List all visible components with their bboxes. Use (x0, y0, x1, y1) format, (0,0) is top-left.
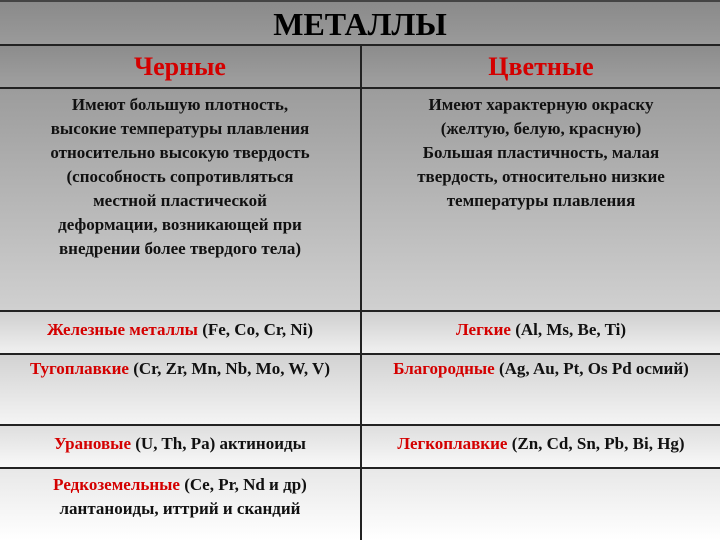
category-fusible (397, 432, 684, 456)
category-elements: (Ag, Au, Pt, Os Pd осмий) (494, 359, 689, 378)
desc-line: (желтую, белую, красную) (440, 119, 642, 138)
description-row (0, 89, 720, 312)
ferrous-description (0, 89, 362, 310)
table-title: МЕТАЛЛЫ (273, 6, 447, 42)
category-refractory (30, 357, 330, 381)
desc-line: температуры плавления (446, 191, 636, 210)
category-elements: (Al, Ms, Be, Ti) (510, 320, 627, 339)
category-name: Благородные (393, 359, 495, 378)
desc-line: высокие температуры плавления (50, 119, 310, 138)
category-name: Урановые (54, 434, 132, 453)
header-ferrous: Черные (134, 52, 226, 81)
table-row (0, 426, 720, 469)
category-elements: (Fe, Co, Cr, Ni) (197, 320, 313, 339)
category-name: Железные металлы (47, 320, 198, 339)
category-elements: (Cr, Zr, Mn, Nb, Mo, W, V) (128, 359, 330, 378)
category-name: Тугоплавкие (30, 359, 129, 378)
empty-cell (362, 469, 720, 540)
desc-line: деформации, возникающей при (58, 215, 302, 234)
category-elements: (Ce, Pr, Nd и др) лантаноиды, иттрий и скандий (59, 475, 307, 518)
category-name: Легкоплавкие (397, 434, 508, 453)
category-iron (47, 318, 313, 342)
category-name: Легкие (455, 320, 511, 339)
nonferrous-description (362, 89, 720, 310)
desc-line: Имеют большую плотность, (71, 95, 289, 114)
category-name: Редкоземельные (53, 475, 180, 494)
table-row (0, 312, 720, 355)
category-uranium (54, 432, 306, 456)
title-row (0, 0, 720, 46)
desc-line: Имеют характерную окраску (428, 95, 654, 114)
category-noble (393, 357, 689, 381)
category-light (456, 318, 626, 342)
table-row (0, 469, 720, 540)
category-rare-earth (24, 473, 336, 521)
header-nonferrous: Цветные (488, 52, 594, 81)
category-elements: (Zn, Cd, Sn, Pb, Bi, Hg) (507, 434, 685, 453)
desc-line: Большая пластичность, малая (422, 143, 660, 162)
desc-line: (способность сопротивляться (66, 167, 294, 186)
category-elements: (U, Th, Pa) актиноиды (131, 434, 306, 453)
header-row (0, 46, 720, 89)
desc-line: внедрении более твердого тела) (58, 239, 301, 258)
table-row (0, 355, 720, 426)
desc-line: относительно высокую твердость (50, 143, 310, 162)
desc-line: местной пластической (93, 191, 267, 210)
desc-line: твердость, относительно низкие (417, 167, 665, 186)
